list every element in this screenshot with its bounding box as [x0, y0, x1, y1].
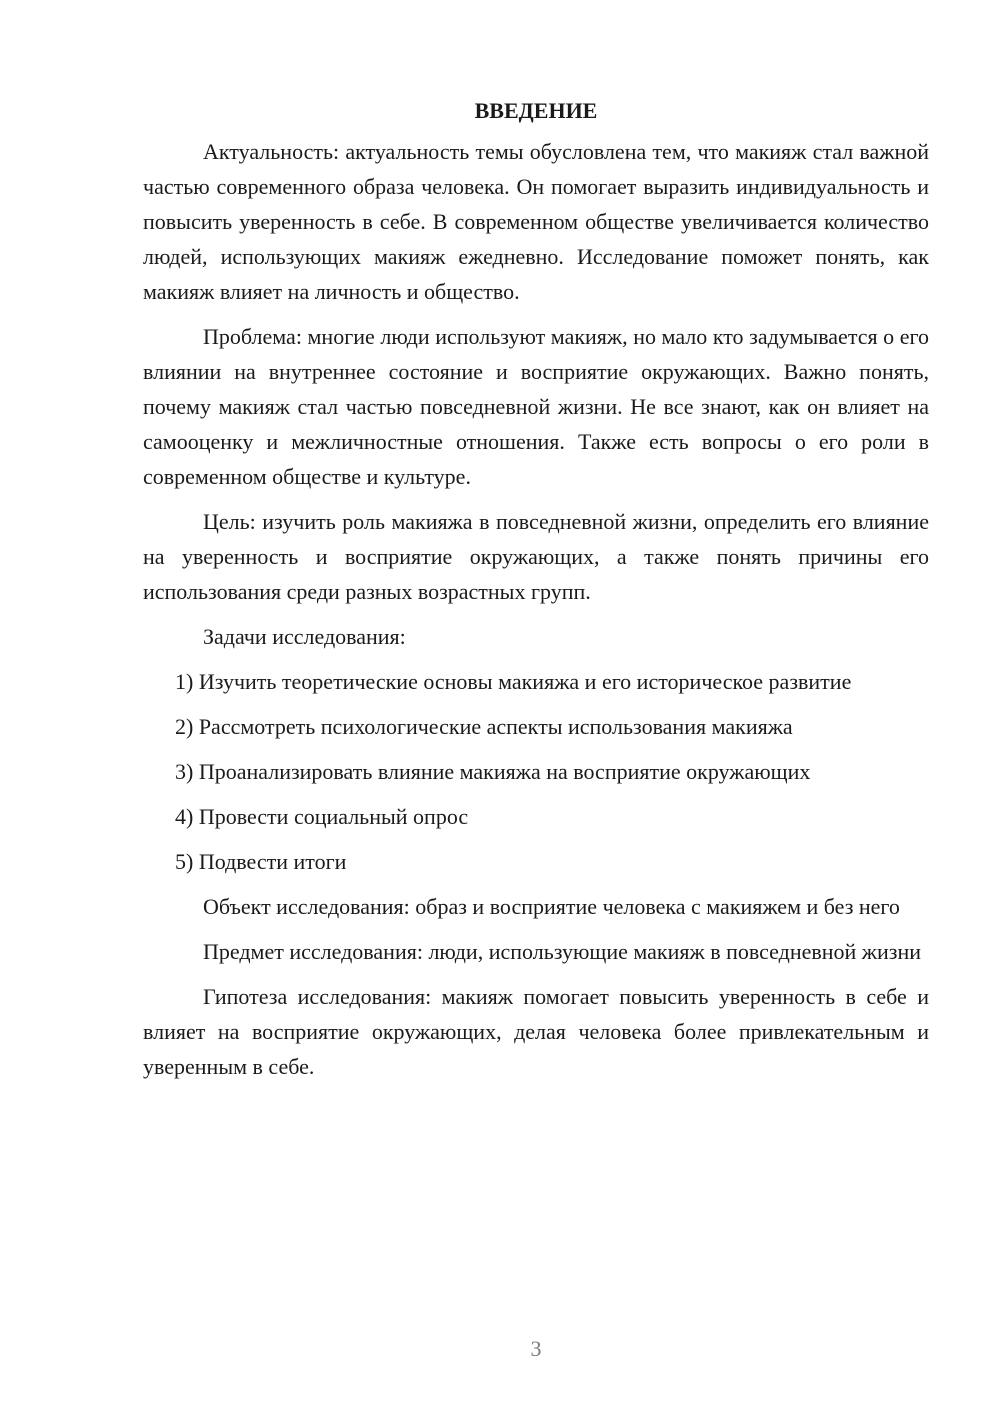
- task-item: 1) Изучить теоретические основы макияжа и его историческое развитие: [175, 669, 852, 694]
- page-content: [143, 93, 929, 1094]
- tasks-list: [143, 664, 929, 879]
- hypothesis-paragraph: Гипотеза исследования: макияж помогает повысить уверенность в себе и влияет на восприятие окружающих, делая человека более привлекательным и уверенным в себе.: [143, 984, 929, 1079]
- task-item: 5) Подвести итоги: [175, 849, 347, 874]
- goal-paragraph: Цель: изучить роль макияжа в повседневной жизни, определить его влияние на уверенность и восприятие окружающих, а также понять причины его использования среди разных возрастных групп.: [143, 509, 929, 604]
- task-item: 3) Проанализировать влияние макияжа на восприятие окружающих: [175, 759, 811, 784]
- relevance-paragraph: Актуальность: актуальность темы обусловлена тем, что макияж стал важной частью современного образа человека. Он помогает выразить индивидуальность и повысить уверенность в себе. В современном обществе увеличивается количество людей, использующих макияж ежедневно. Исследование поможет понять, как макияж влияет на личность и общество.: [143, 139, 929, 304]
- subject-paragraph: Предмет исследования: люди, использующие макияж в повседневной жизни: [203, 939, 922, 964]
- task-item: 2) Рассмотреть психологические аспекты использования макияжа: [175, 714, 793, 739]
- section-title: ВВЕДЕНИЕ: [474, 98, 598, 123]
- task-item: 4) Провести социальный опрос: [175, 804, 469, 829]
- problem-paragraph: Проблема: многие люди используют макияж, но мало кто задумывается о его влиянии на внутреннее состояние и восприятие окружающих. Важно понять, почему макияж стал частью повседневной жизни. Не все знают, как он влияет на самооценку и межличностные отношения. Также есть вопросы о его роли в современном обществе и культуре.: [143, 324, 929, 489]
- page-number: 3: [530, 1336, 542, 1361]
- tasks-heading: Задачи исследования:: [203, 624, 406, 649]
- object-paragraph: Объект исследования: образ и восприятие человека с макияжем и без него: [203, 894, 900, 919]
